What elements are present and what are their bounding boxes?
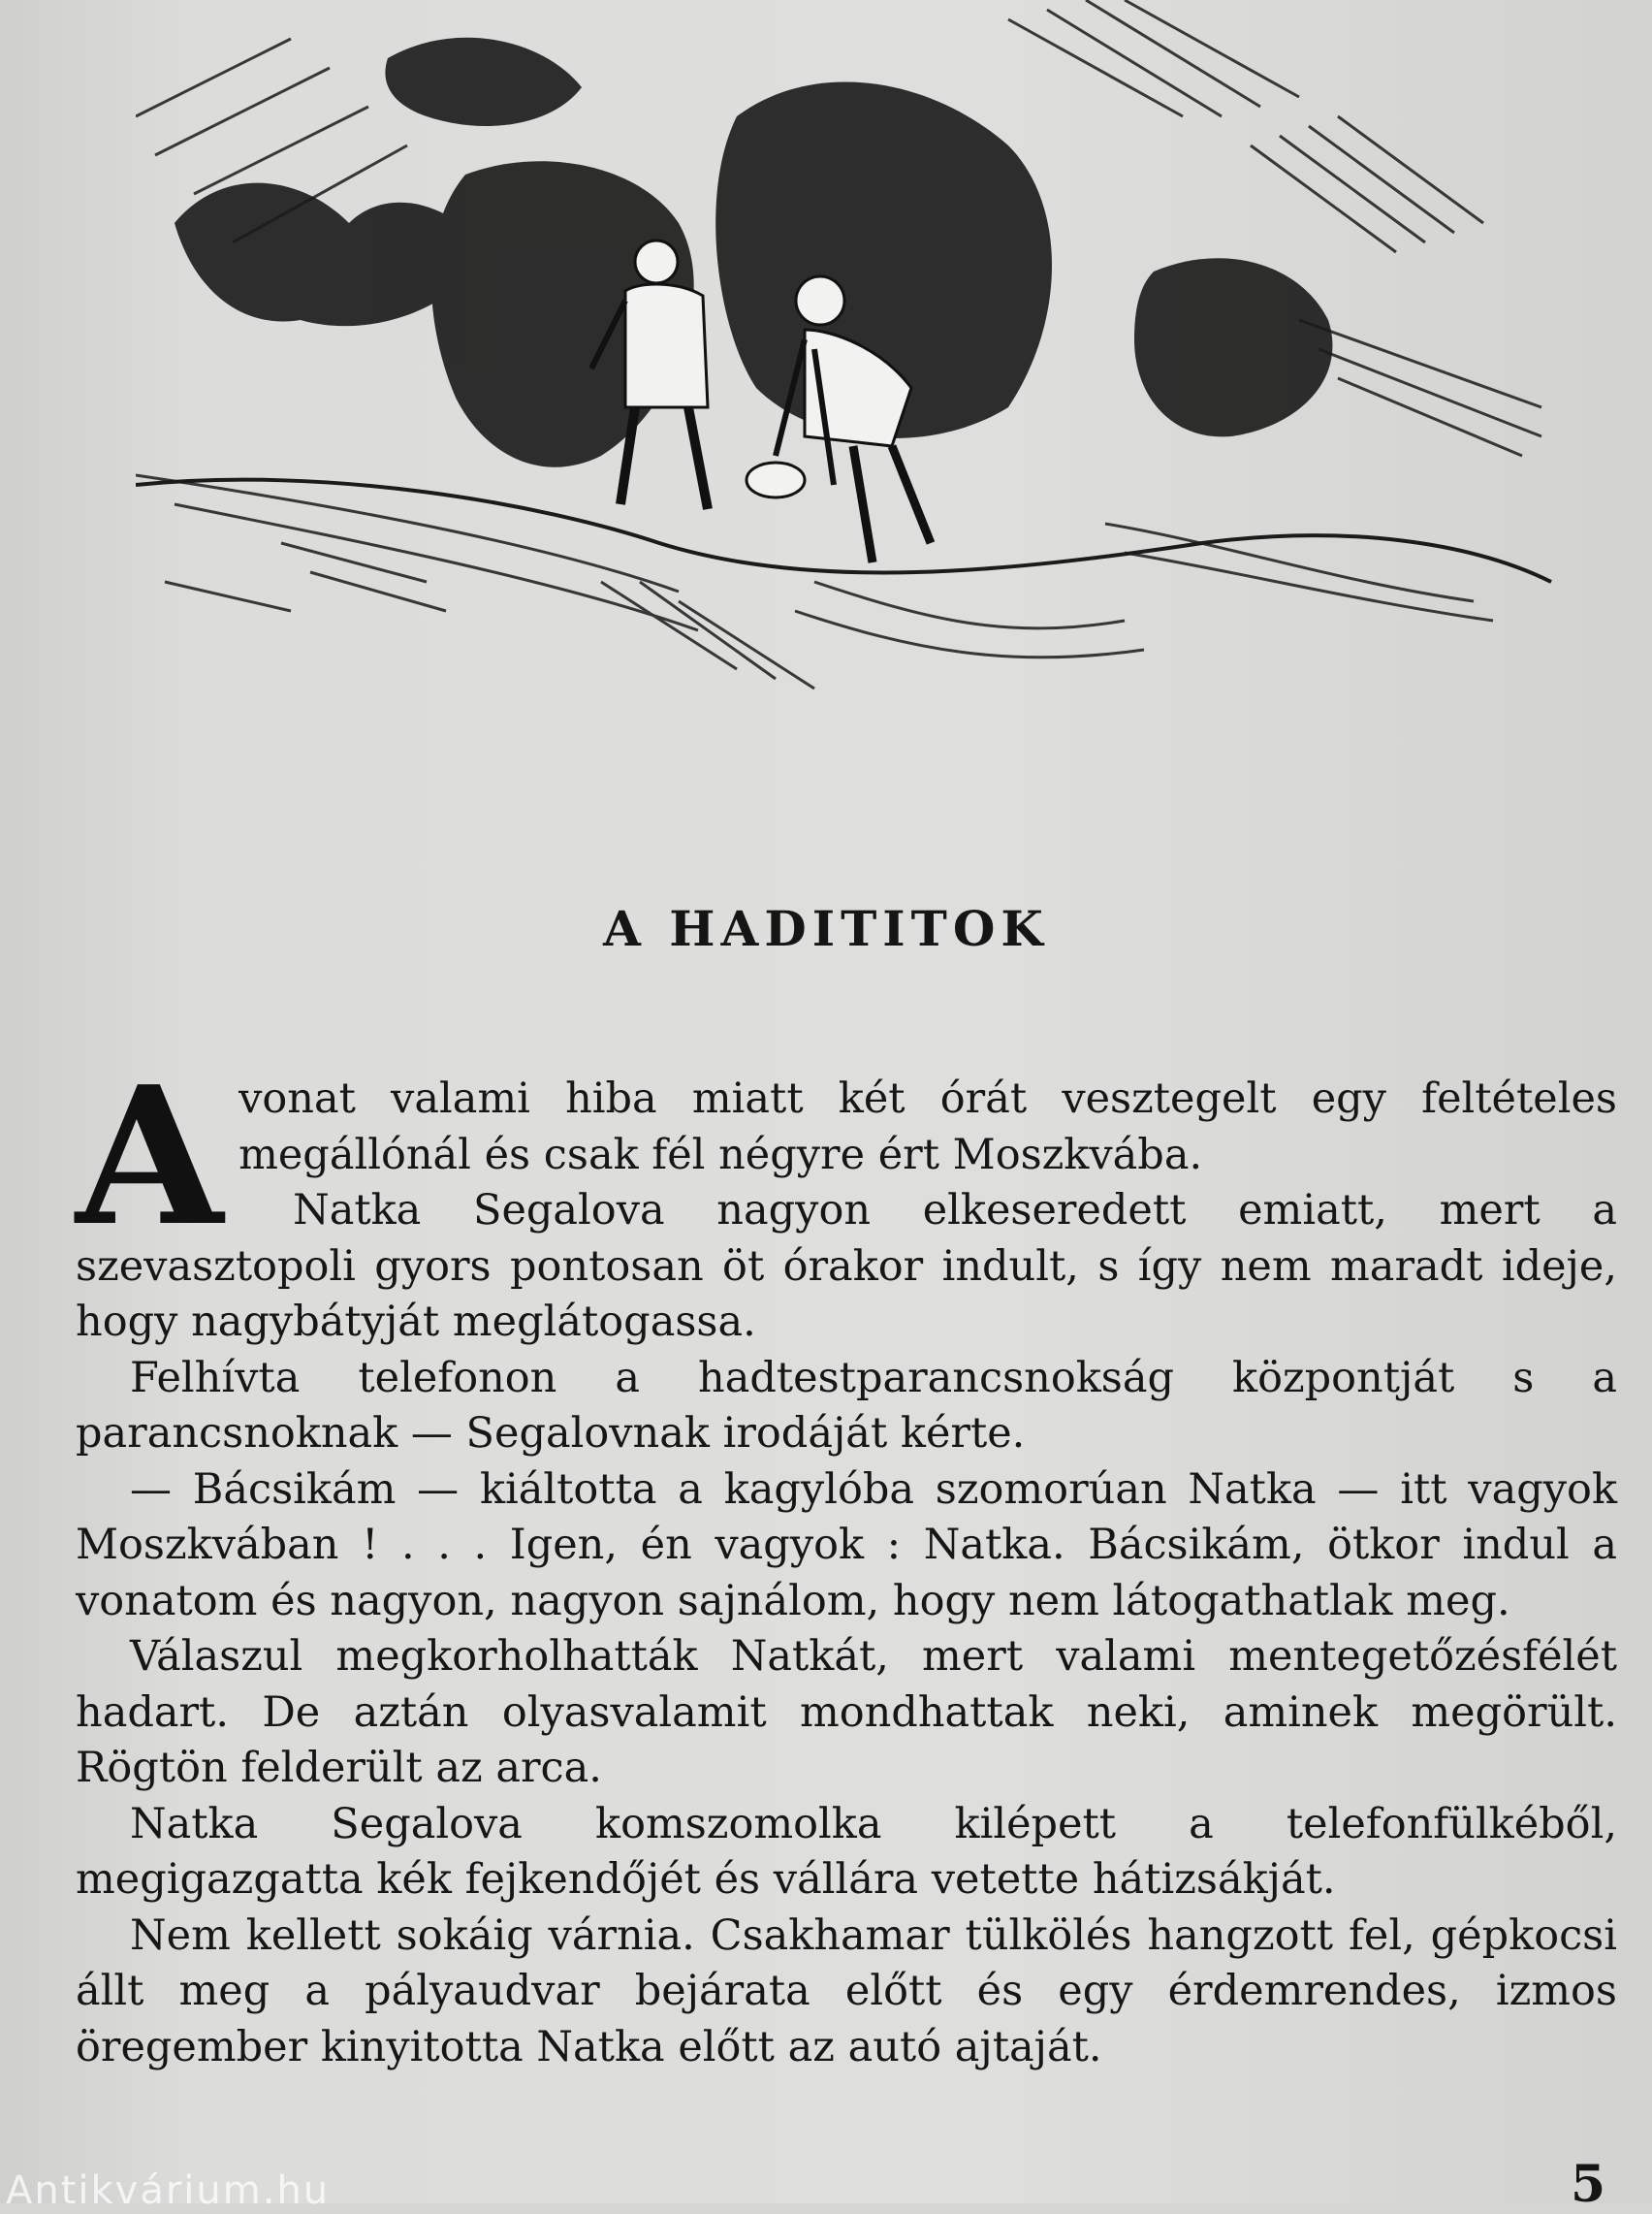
paragraph: — Bácsikám — kiáltotta a kagylóba szomorúan Natka — itt vagyok Moszkvában ! . . . Igen, én vagyok : Natka. Bácsikám, ötkor indul a vonatom és nagyon, nagyon sajnálom, hogy nem látogathatlak meg. <box>76 1464 1617 1625</box>
drop-cap: A <box>76 1045 224 1268</box>
chapter-body <box>76 1045 1617 2075</box>
paragraph: Felhívta telefonon a hadtestparancsnokság központját s a parancsnoknak — Segalovnak irodáját kérte. <box>76 1353 1617 1458</box>
watermark: Antikvárium.hu <box>6 2168 331 2213</box>
page-number: 5 <box>1571 2155 1606 2214</box>
chapter-title: A HADITITOK <box>603 900 1049 957</box>
paragraph: Válaszul megkorholhatták Natkát, mert valami mentegetőzésfélét hadart. De aztán olyasvalamit mondhattak neki, aminek megörült. Rögtön felderült az arca. <box>76 1632 1617 1792</box>
forest-scene-two-children-icon <box>136 0 1571 698</box>
paragraph: Natka Segalova nagyon elkeseredett emiatt, mert a szevasztopoli gyors pontosan öt órakor indult, s így nem maradt ideje, hogy nagybátyját meglátogassa. <box>76 1186 1617 1346</box>
paragraph: vonat valami hiba miatt két órát vesztegelt egy feltételes megállónál és csak fél négyre ért Moszkvába. <box>238 1075 1617 1179</box>
chapter-illustration <box>136 0 1571 698</box>
paragraph: Nem kellett sokáig várnia. Csakhamar tülkölés hangzott fel, gépkocsi állt meg a pályaudvar bejárata előtt és egy érdemrendes, izmos öregember kinyitotta Natka előtt az autó ajtaját. <box>76 1910 1617 2071</box>
paragraph: Natka Segalova komszomolka kilépett a telefonfülkéből, megigazgatta kék fejkendőjét és vállára vetette hátizsákját. <box>76 1799 1617 1904</box>
